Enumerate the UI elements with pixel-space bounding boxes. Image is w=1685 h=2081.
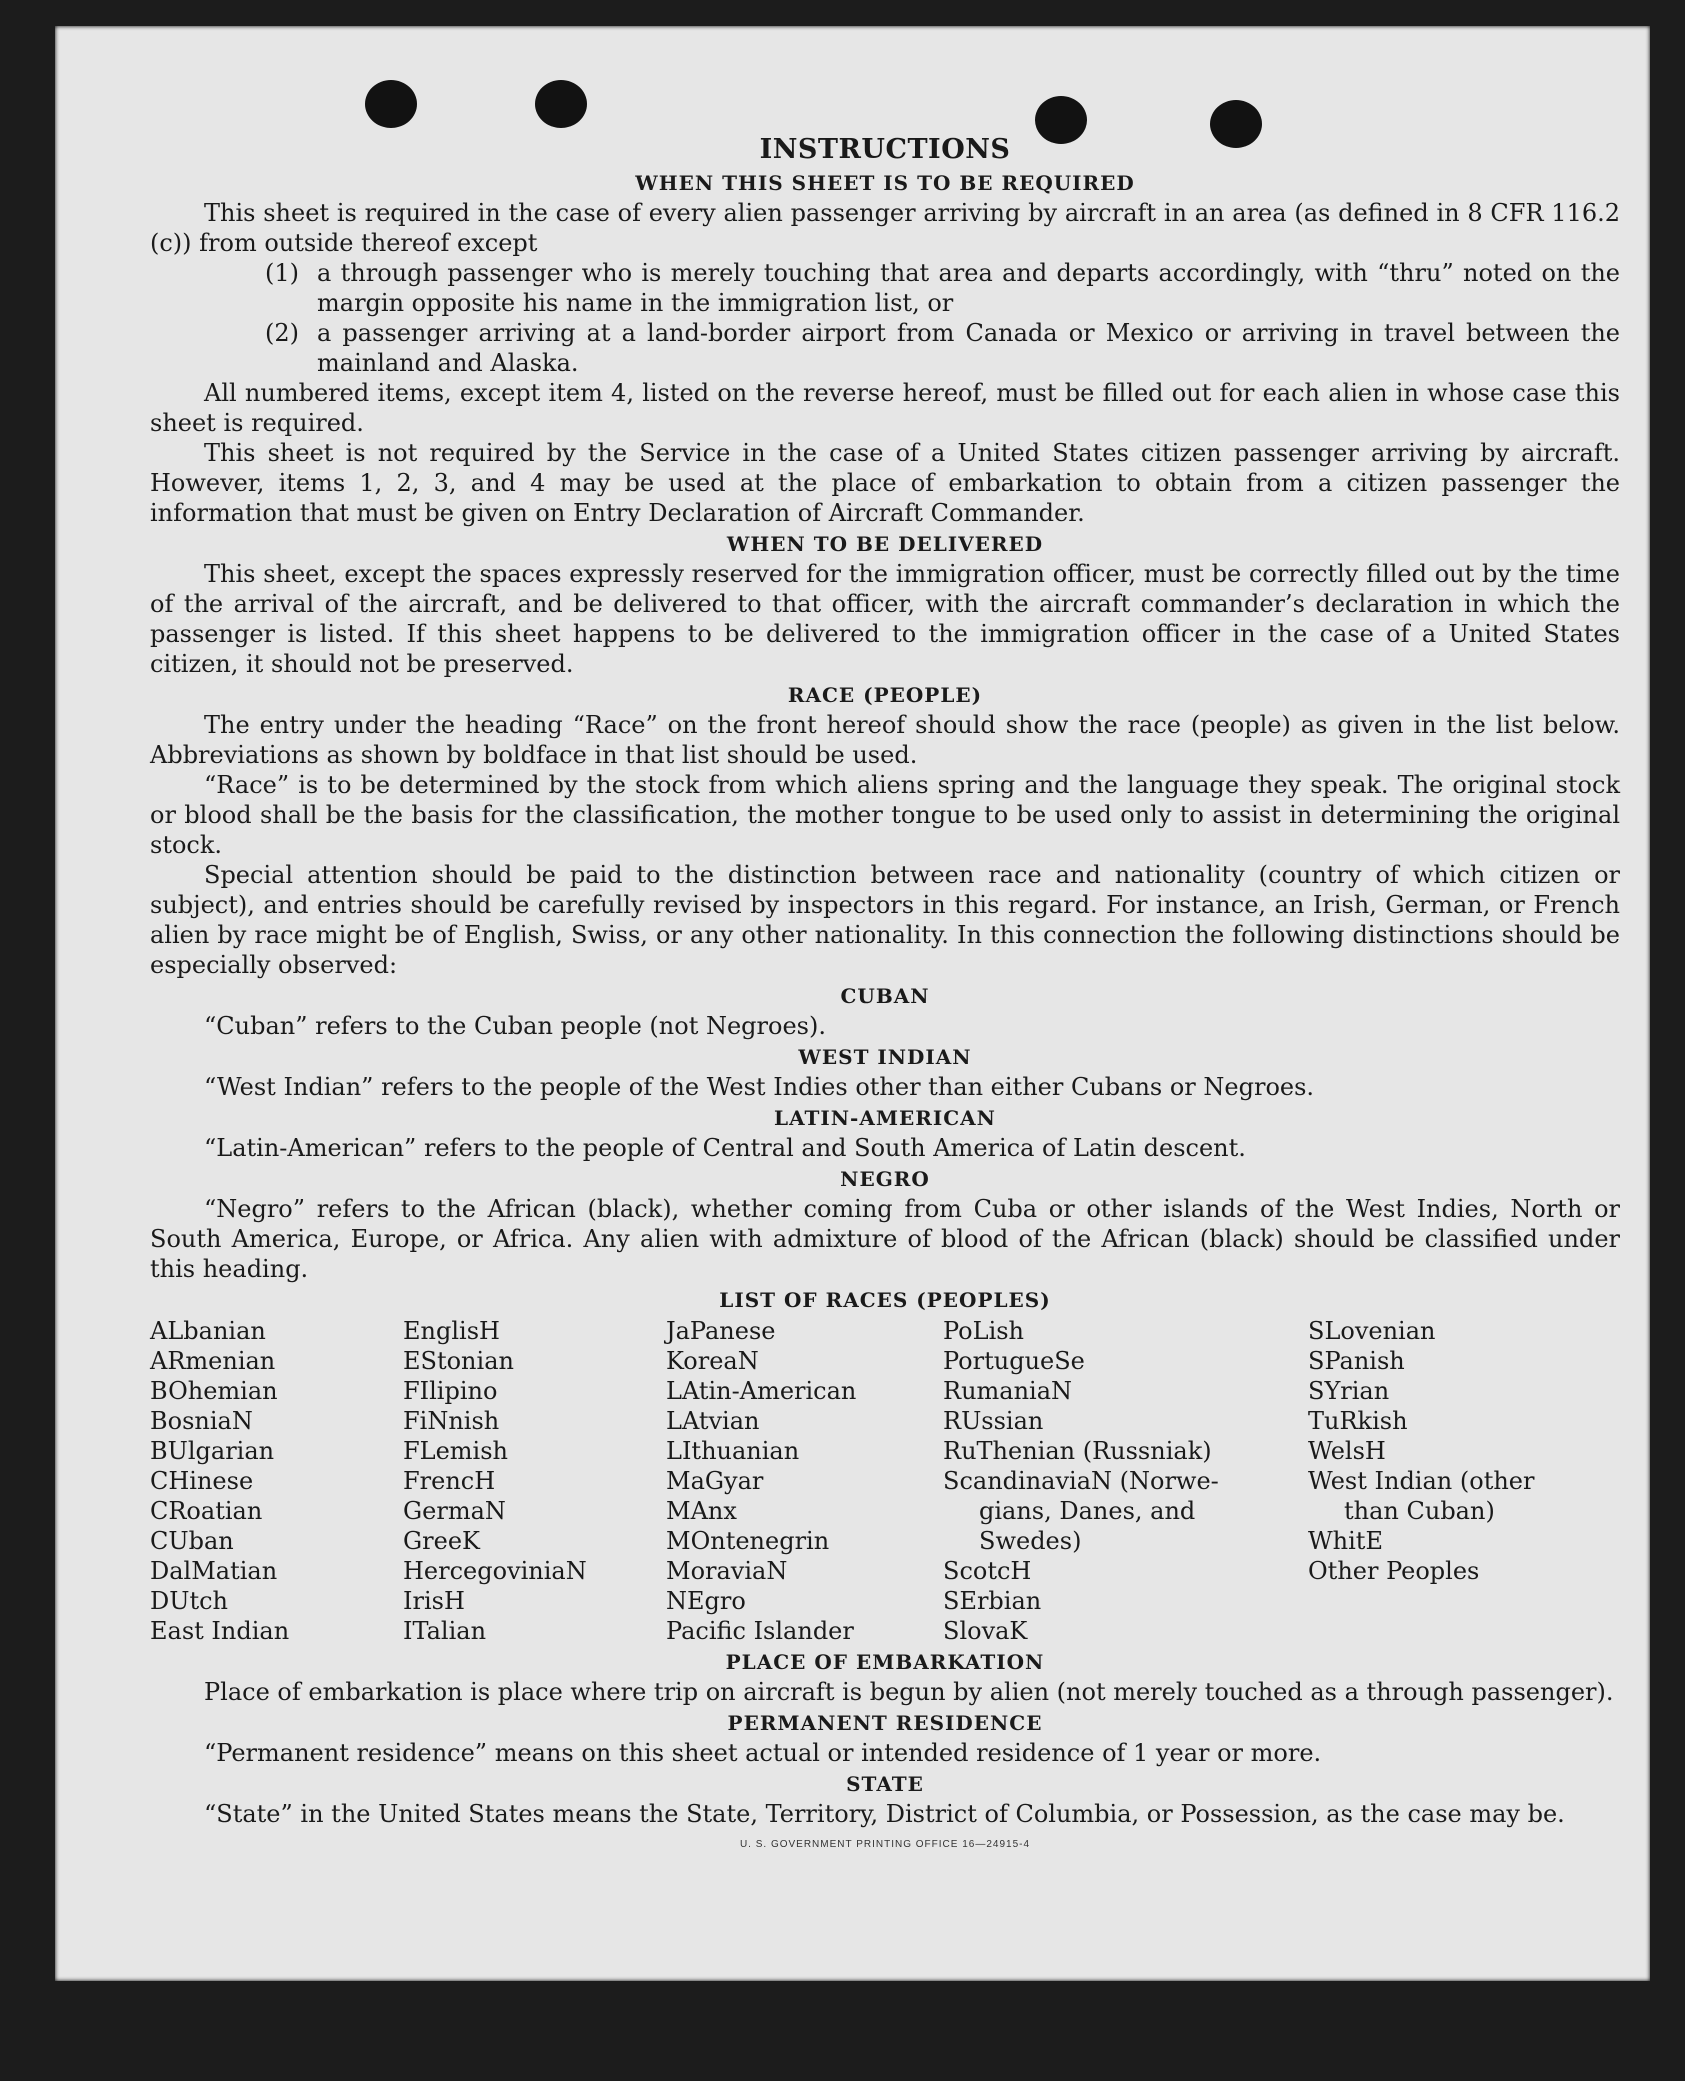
race-entry: CUban [150,1527,234,1555]
race-entry: West Indian (other [1308,1467,1535,1495]
races-column-5 [1308,1316,1608,1646]
latin-american-definition: “Latin-American” refers to the people of Central and South America of Latin descent. [204,1134,1246,1162]
exception-item [150,318,1620,378]
race-entry: GermaN [403,1497,506,1525]
race-entry: MaGyar [666,1467,764,1495]
race-entry: LAtin-American [666,1377,857,1405]
race-entry: SYrian [1308,1377,1390,1405]
section-heading-west-indian: WEST INDIAN [798,1045,972,1069]
race-entry: BOhemian [150,1377,278,1405]
section-heading-cuban: CUBAN [840,984,930,1008]
race-entry: East Indian [150,1617,290,1645]
race-entry: PortugueSe [943,1347,1085,1375]
races-column-4 [943,1316,1308,1646]
section-heading-residence: PERMANENT RESIDENCE [727,1711,1043,1735]
races-column-2 [403,1316,666,1646]
printer-imprint: U. S. GOVERNMENT PRINTING OFFICE 16—24915-4 [739,1839,1031,1850]
section-heading-race: RACE (PEOPLE) [787,683,983,707]
embarkation-definition: Place of embarkation is place where trip on aircraft is begun by alien (not merely touched as a through passenger). [204,1678,1614,1706]
race-entry: MoraviaN [666,1557,788,1585]
race-entry: EStonian [403,1347,514,1375]
race-entry: FrencH [403,1467,496,1495]
race-entry: SErbian [943,1587,1042,1615]
exception-number: (2) [265,319,299,347]
when-delivered-text: This sheet, except the spaces expressly reserved for the immigration officer, must be correctly filled out by the time of the arrival of the aircraft, and be delivered to that officer, with the aircraft commander’s declaration in which the passenger is listed. If this sheet happens to be delivered to the immigration officer in the case of a United States citizen, it should not be preserved. [150,560,1620,678]
race-entry: SPanish [1308,1347,1405,1375]
race-entry: WhitE [1308,1527,1383,1555]
exception-item [150,258,1620,318]
race-entry: CHinese [150,1467,254,1495]
section-heading-when-required: WHEN THIS SHEET IS TO BE REQUIRED [635,171,1135,195]
race-entry-continued: Swedes) [979,1527,1082,1555]
race-entry: FLemish [403,1437,508,1465]
race-paragraph: Special attention should be paid to the distinction between race and nationality (country of which citizen or subject), and entries should be carefully revised by inspectors in this regard. For instance, an Irish, German, or French alien by race might be of English, Swiss, or any other nationality. In this connection the following distinctions should be especially observed: [150,861,1620,979]
exception-number: (1) [265,259,299,287]
race-entry: DalMatian [150,1557,278,1585]
section-heading-state: STATE [846,1772,924,1796]
race-entry: FiNnish [403,1407,500,1435]
race-entry: PoLish [943,1317,1025,1345]
race-entry: FIlipino [403,1377,498,1405]
race-entry: CRoatian [150,1497,263,1525]
race-entry: LAtvian [666,1407,760,1435]
race-entry: Pacific Islander [666,1617,854,1645]
section-heading-list-of-races: LIST OF RACES (PEOPLES) [719,1288,1051,1312]
when-required-intro: This sheet is required in the case of every alien passenger arriving by aircraft in an area (as defined in 8 CFR 116.2 (c)) from outside thereof except [150,199,1620,257]
race-entry: RUssian [943,1407,1044,1435]
race-entry: KoreaN [666,1347,759,1375]
races-list [150,1316,1620,1646]
race-entry: WelsH [1308,1437,1386,1465]
section-heading-embarkation: PLACE OF EMBARKATION [725,1650,1045,1674]
cuban-definition: “Cuban” refers to the Cuban people (not Negroes). [204,1012,826,1040]
race-paragraph: “Race” is to be determined by the stock from which aliens spring and the language they speak. The original stock or blood shall be the basis for the classification, the mother tongue to be used only to assist in determining the original stock. [150,771,1620,859]
races-column-1 [150,1316,403,1646]
race-entry: ALbanian [150,1317,266,1345]
race-entry: GreeK [403,1527,480,1555]
race-entry: RuThenian (Russniak) [943,1437,1212,1465]
page-title: INSTRUCTIONS [759,134,1011,165]
race-entry: EnglisH [403,1317,500,1345]
section-heading-latin-american: LATIN-AMERICAN [774,1106,996,1130]
race-entry-continued: gians, Danes, and [979,1497,1196,1525]
document-body [150,106,1620,1850]
race-entry: Other Peoples [1308,1557,1480,1585]
exception-text: a passenger arriving at a land-border airport from Canada or Mexico or arriving in travel between the mainland and Alaska. [317,319,1620,377]
race-entry: ITalian [403,1617,487,1645]
race-entry: SLovenian [1308,1317,1436,1345]
section-heading-negro: NEGRO [840,1167,930,1191]
race-entry: BosniaN [150,1407,253,1435]
race-entry: MOntenegrin [666,1527,830,1555]
race-entry: NEgro [666,1587,746,1615]
race-entry: SlovaK [943,1617,1028,1645]
race-entry: MAnx [666,1497,737,1525]
when-required-paragraph: All numbered items, except item 4, listed on the reverse hereof, must be filled out for each alien in whose case this sheet is required. [150,379,1620,437]
section-heading-when-delivered: WHEN TO BE DELIVERED [726,532,1044,556]
race-entry: HercegoviniaN [403,1557,587,1585]
races-column-3 [666,1316,943,1646]
negro-definition: “Negro” refers to the African (black), whether coming from Cuba or other islands of the West Indies, North or South America, Europe, or Africa. Any alien with admixture of blood of the African (black) should be classified under this heading. [150,1195,1620,1283]
exception-text: a through passenger who is merely touching that area and departs accordingly, with “thru” noted on the margin opposite his name in the immigration list, or [317,259,1620,317]
race-paragraph: The entry under the heading “Race” on the front hereof should show the race (people) as given in the list below. Abbreviations as shown by boldface in that list should be used. [150,711,1620,769]
race-entry: ScotcH [943,1557,1032,1585]
race-entry: ScandinaviaN (Norwe- [943,1467,1219,1495]
race-entry: BUlgarian [150,1437,275,1465]
race-entry: JaPanese [666,1317,776,1345]
west-indian-definition: “West Indian” refers to the people of the West Indies other than either Cubans or Negroes. [204,1073,1315,1101]
race-entry: RumaniaN [943,1377,1073,1405]
residence-definition: “Permanent residence” means on this sheet actual or intended residence of 1 year or more. [204,1739,1322,1767]
when-required-paragraph: This sheet is not required by the Service in the case of a United States citizen passenger arriving by aircraft. However, items 1, 2, 3, and 4 may be used at the place of embarkation to obtain from a citizen passenger the information that must be given on Entry Declaration of Aircraft Commander. [150,439,1620,527]
race-entry-continued: than Cuban) [1344,1497,1495,1525]
race-entry: LIthuanian [666,1437,800,1465]
race-entry: ARmenian [150,1347,276,1375]
race-entry: TuRkish [1308,1407,1408,1435]
race-entry: DUtch [150,1587,229,1615]
state-definition: “State” in the United States means the State, Territory, District of Columbia, or Possession, as the case may be. [204,1800,1565,1828]
race-entry: IrisH [403,1587,465,1615]
document-sheet [55,26,1650,1981]
